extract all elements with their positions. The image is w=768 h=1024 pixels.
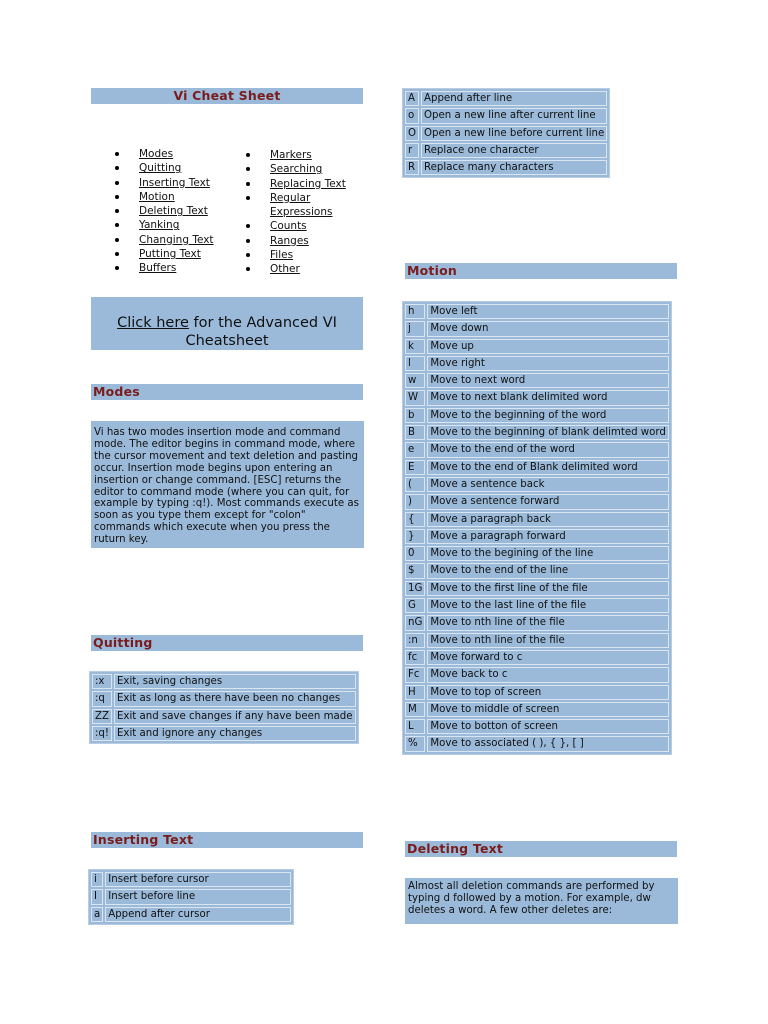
command-desc: Move right — [427, 356, 669, 371]
toc-item-searching — [245, 162, 365, 176]
command-desc: Replace one character — [421, 143, 607, 158]
command-key: A — [405, 91, 419, 106]
toc-link-files[interactable]: Files — [270, 249, 294, 262]
command-desc: Move to the last line of the file — [427, 598, 669, 613]
toc-link-counts[interactable]: Counts — [270, 220, 307, 233]
table-row — [405, 563, 669, 578]
table-row — [405, 408, 669, 423]
toc-item-buffers — [114, 261, 234, 275]
command-key: r — [405, 143, 419, 158]
command-desc: Move a sentence back — [427, 477, 669, 492]
command-key: 0 — [405, 546, 425, 561]
command-desc: Append after cursor — [105, 907, 291, 922]
table-row — [92, 691, 356, 706]
advanced-cheatsheet-text: for the Advanced VI Cheatsheet — [185, 315, 337, 349]
toc-item-counts — [245, 219, 365, 233]
modes-description: Vi has two modes insertion mode and command mode. The editor begins in command mode, where the cursor movement and text deletion and pasting occur. Insertion mode begins upon entering an insertion or change command. [ESC] returns the editor to command mode (where you can quit, for example by typing :q!). Most commands execute as soon as you type them except for "colon" commands which execute when you press the ruturn key. — [91, 421, 364, 548]
command-key: j — [405, 321, 425, 336]
table-row — [405, 702, 669, 717]
command-desc: Exit as long as there have been no changes — [114, 691, 356, 706]
command-key: :q — [92, 691, 112, 706]
toc-link-yanking[interactable]: Yanking — [139, 219, 180, 232]
toc-right — [245, 148, 365, 277]
toc-link-searching[interactable]: Searching — [270, 163, 323, 176]
toc-link-replacing[interactable]: Replacing Text — [270, 177, 346, 190]
toc-item-quitting — [114, 161, 234, 175]
command-key: :n — [405, 633, 425, 648]
quitting-heading: Quitting — [91, 635, 363, 651]
toc-link-other[interactable]: Other — [270, 263, 300, 276]
command-key: ( — [405, 477, 425, 492]
command-key: fc — [405, 650, 425, 665]
table-row — [405, 477, 669, 492]
command-key: } — [405, 529, 425, 544]
toc-link-markers[interactable]: Markers — [270, 149, 312, 161]
table-row — [92, 674, 356, 689]
table-row — [91, 889, 291, 904]
table-row — [405, 685, 669, 700]
command-desc: Move a paragraph back — [427, 512, 669, 527]
toc-left — [114, 147, 234, 276]
command-desc: Exit and ignore any changes — [114, 726, 356, 741]
command-key: W — [405, 390, 425, 405]
command-desc: Exit and save changes if any have been made — [114, 709, 356, 724]
table-row — [405, 356, 669, 371]
toc-item-other — [245, 262, 365, 276]
command-desc: Move to botton of screen — [427, 719, 669, 734]
table-row — [405, 91, 607, 106]
command-key: I — [91, 889, 103, 904]
command-key: L — [405, 719, 425, 734]
table-row — [91, 907, 291, 922]
command-desc: Insert before line — [105, 889, 291, 904]
advanced-cheatsheet-link[interactable]: Click here — [117, 315, 189, 331]
table-row — [405, 633, 669, 648]
command-key: $ — [405, 563, 425, 578]
command-key: w — [405, 373, 425, 388]
command-key: a — [91, 907, 103, 922]
toc-link-putting[interactable]: Putting Text — [139, 248, 201, 261]
command-key: 1G — [405, 581, 425, 596]
table-row — [405, 339, 669, 354]
command-key: G — [405, 598, 425, 613]
toc-link-motion[interactable]: Motion — [139, 190, 175, 203]
table-row — [405, 546, 669, 561]
motion-heading: Motion — [405, 263, 677, 279]
toc-link-ranges[interactable]: Ranges — [270, 234, 309, 247]
command-key: h — [405, 304, 425, 319]
toc-link-modes[interactable]: Modes — [139, 148, 174, 160]
toc-item-markers — [245, 148, 365, 162]
toc-link-regex[interactable]: Regular Expressions — [270, 191, 333, 219]
modes-heading: Modes — [91, 384, 363, 400]
command-desc: Exit, saving changes — [114, 674, 356, 689]
command-desc: Move to nth line of the file — [427, 633, 669, 648]
deleting-heading: Deleting Text — [405, 841, 677, 857]
inserting-table — [88, 869, 294, 925]
command-desc: Move a sentence forward — [427, 494, 669, 509]
command-key: k — [405, 339, 425, 354]
command-desc: Move to the end of the line — [427, 563, 669, 578]
table-row — [92, 709, 356, 724]
command-key: R — [405, 160, 419, 175]
toc-item-deleting — [114, 204, 234, 218]
command-key: :q! — [92, 726, 112, 741]
table-row — [405, 529, 669, 544]
toc-item-yanking — [114, 218, 234, 232]
toc-item-putting — [114, 247, 234, 261]
table-row — [405, 390, 669, 405]
command-key: l — [405, 356, 425, 371]
table-row — [405, 598, 669, 613]
toc-link-quitting[interactable]: Quitting — [139, 162, 182, 175]
command-key: % — [405, 736, 425, 751]
table-row — [405, 719, 669, 734]
command-key: o — [405, 108, 419, 123]
command-desc: Move to next word — [427, 373, 669, 388]
toc-item-modes — [114, 147, 234, 161]
command-desc: Move to the beginning of blank delimted word — [427, 425, 669, 440]
table-row — [405, 373, 669, 388]
toc-item-inserting — [114, 176, 234, 190]
table-row — [405, 143, 607, 158]
table-row — [405, 460, 669, 475]
command-key: ZZ — [92, 709, 112, 724]
command-desc: Move back to c — [427, 667, 669, 682]
table-row — [405, 321, 669, 336]
command-key: E — [405, 460, 425, 475]
toc-item-regex — [245, 191, 365, 220]
command-desc: Insert before cursor — [105, 872, 291, 887]
command-desc: Move to nth line of the file — [427, 615, 669, 630]
command-desc: Move to the end of Blank delimited word — [427, 460, 669, 475]
command-key: { — [405, 512, 425, 527]
table-row — [91, 872, 291, 887]
append-table — [402, 88, 610, 178]
command-key: B — [405, 425, 425, 440]
command-key: e — [405, 442, 425, 457]
table-row — [405, 650, 669, 665]
command-desc: Move to next blank delimited word — [427, 390, 669, 405]
table-row — [405, 126, 607, 141]
toc-item-files — [245, 248, 365, 262]
command-desc: Replace many characters — [421, 160, 607, 175]
toc-link-changing[interactable]: Changing Text — [139, 233, 214, 246]
toc-item-replacing — [245, 177, 365, 191]
table-row — [405, 667, 669, 682]
command-key: H — [405, 685, 425, 700]
command-key: Fc — [405, 667, 425, 682]
command-desc: Move up — [427, 339, 669, 354]
toc-item-motion — [114, 190, 234, 204]
table-row — [92, 726, 356, 741]
table-row — [405, 736, 669, 751]
command-key: ) — [405, 494, 425, 509]
table-row — [405, 108, 607, 123]
toc-item-ranges — [245, 234, 365, 248]
command-desc: Open a new line after current line — [421, 108, 607, 123]
command-key: i — [91, 872, 103, 887]
command-desc: Move to top of screen — [427, 685, 669, 700]
table-row — [405, 425, 669, 440]
command-desc: Move a paragraph forward — [427, 529, 669, 544]
command-key: b — [405, 408, 425, 423]
toc-item-changing — [114, 233, 234, 247]
table-row — [405, 304, 669, 319]
command-desc: Move to the first line of the file — [427, 581, 669, 596]
command-desc: Move forward to c — [427, 650, 669, 665]
toc-link-inserting[interactable]: Inserting Text — [139, 176, 210, 189]
table-row — [405, 442, 669, 457]
command-desc: Open a new line before current line — [421, 126, 607, 141]
advanced-cheatsheet-box — [91, 297, 363, 350]
command-desc: Move to the begining of the line — [427, 546, 669, 561]
motion-table — [402, 301, 672, 755]
table-row — [405, 615, 669, 630]
table-row — [405, 581, 669, 596]
table-row — [405, 512, 669, 527]
command-key: :x — [92, 674, 112, 689]
table-row — [405, 160, 607, 175]
command-key: O — [405, 126, 419, 141]
command-desc: Move left — [427, 304, 669, 319]
toc-link-buffers[interactable]: Buffers — [139, 262, 177, 275]
command-desc: Move to middle of screen — [427, 702, 669, 717]
command-desc: Move down — [427, 321, 669, 336]
table-row — [405, 494, 669, 509]
deleting-description: Almost all deletion commands are performed by typing d followed by a motion. For example, dw deletes a word. A few other deletes are: — [405, 878, 678, 924]
command-desc: Move to the beginning of the word — [427, 408, 669, 423]
command-desc: Move to the end of the word — [427, 442, 669, 457]
inserting-heading: Inserting Text — [91, 832, 363, 848]
command-desc: Append after line — [421, 91, 607, 106]
toc-link-deleting[interactable]: Deleting Text — [139, 205, 208, 218]
quitting-table — [89, 671, 359, 744]
command-key: nG — [405, 615, 425, 630]
command-desc: Move to associated ( ), { }, [ ] — [427, 736, 669, 751]
command-key: M — [405, 702, 425, 717]
page-title: Vi Cheat Sheet — [91, 88, 363, 104]
